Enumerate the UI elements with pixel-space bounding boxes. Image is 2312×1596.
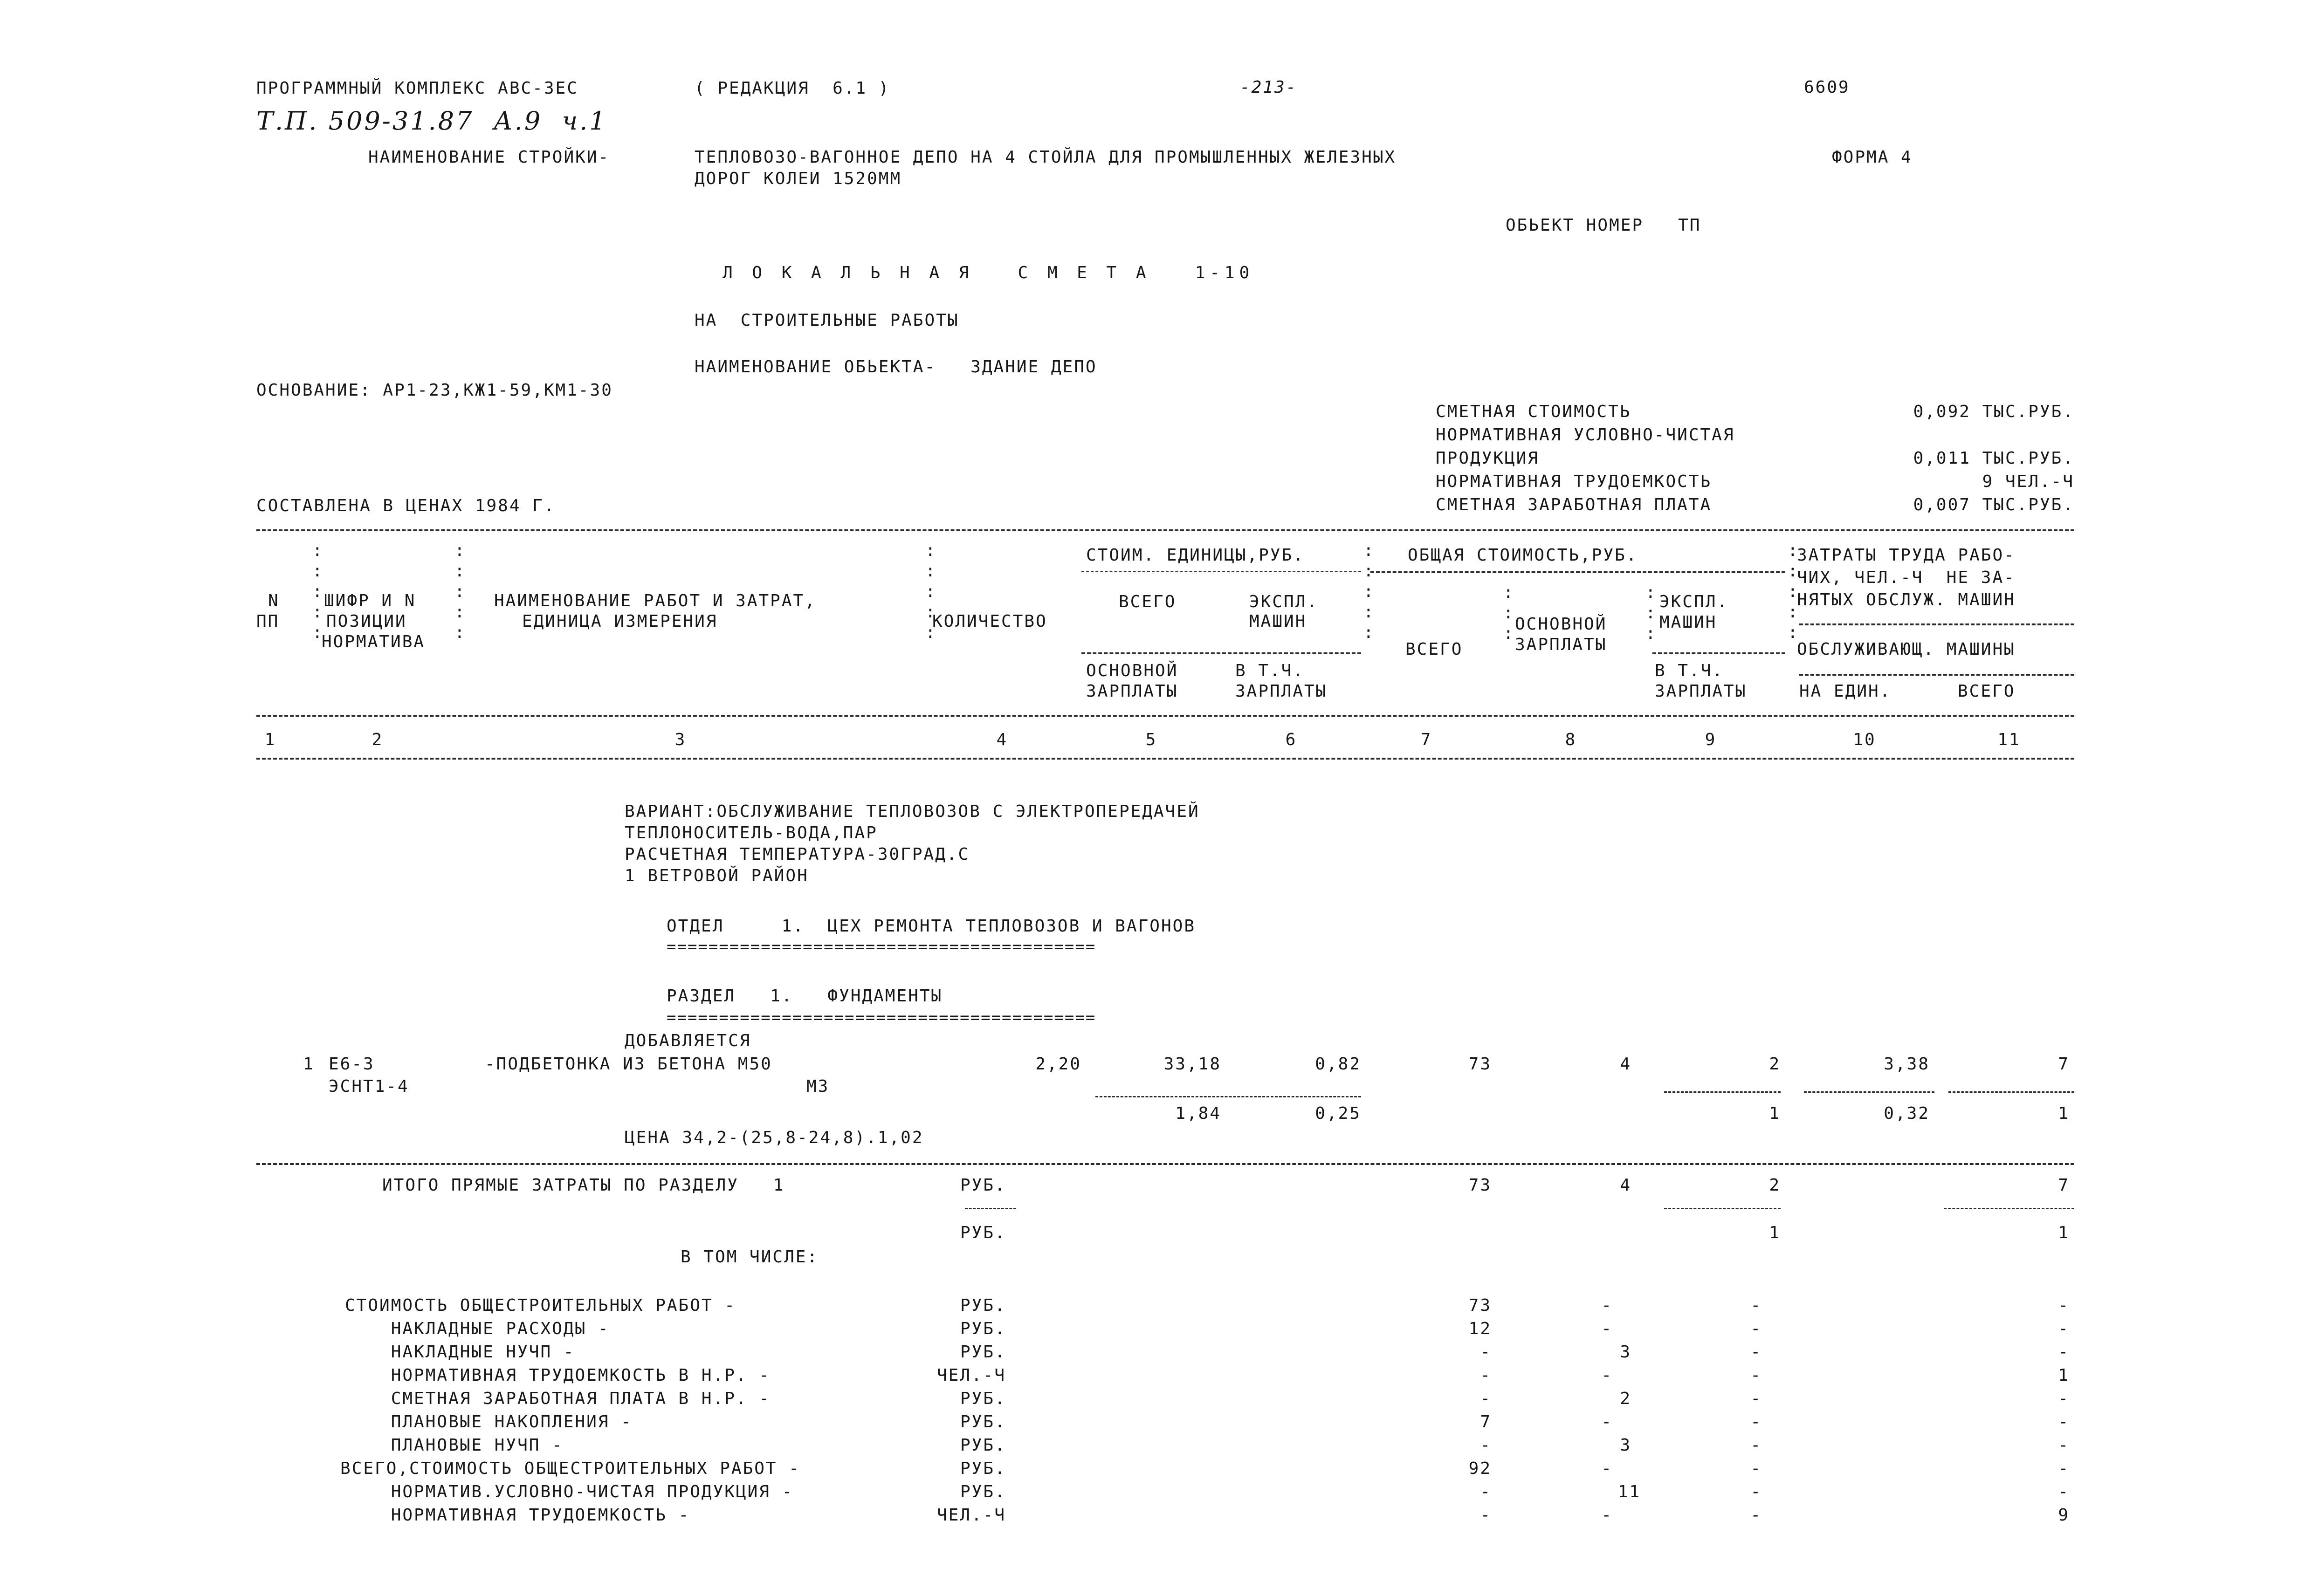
totals-unit: РУБ. — [960, 1176, 1006, 1195]
item-labor-unit: 0,32 — [1884, 1104, 1930, 1123]
column-number: 5 — [1145, 730, 1157, 749]
header-total-incl: ЗАРПЛАТЫ — [1655, 682, 1747, 701]
breakdown-machines: - — [1750, 1389, 1762, 1408]
variant-line: РАСЧЕТНАЯ ТЕМПЕРАТУРА-30ГРАД.С — [625, 845, 970, 864]
header-total-all: ВСЕГО — [1405, 640, 1463, 659]
header-name: ЕДИНИЦА ИЗМЕРЕНИЯ — [522, 612, 718, 631]
item-labor-total: 1 — [2058, 1104, 2070, 1123]
breakdown-label: ПЛАНОВЫЕ НАКОПЛЕНИЯ - — [345, 1412, 633, 1432]
column-number: 1 — [264, 730, 276, 749]
summary-label: СМЕТНАЯ ЗАРАБОТНАЯ ПЛАТА — [1436, 495, 1712, 514]
header-unit-total: ВСЕГО — [1119, 592, 1177, 611]
price-note: ЦЕНА 34,2-(25,8-24,8).1,02 — [625, 1128, 924, 1147]
separator: : : : : : — [1788, 541, 1798, 642]
item-unit-total: 33,18 — [1163, 1055, 1221, 1074]
summary-value: 0,092 ТЫС.РУБ. — [1913, 402, 2074, 421]
header-n: N — [268, 591, 280, 610]
rule — [256, 715, 2074, 717]
breakdown-labor: - — [2058, 1436, 2070, 1455]
rule — [256, 1163, 2074, 1165]
variant-line: 1 ВЕТРОВОЙ РАЙОН — [625, 866, 809, 885]
document-number: 6609 — [1804, 78, 1850, 97]
rule — [1799, 623, 2074, 625]
separator: : : : — [1645, 583, 1656, 643]
breakdown-unit: ЧЕЛ.-Ч — [937, 1366, 1006, 1385]
breakdown-total: - — [1480, 1389, 1492, 1408]
breakdown-basic: 3 — [1620, 1436, 1631, 1455]
breakdown-total: 73 — [1468, 1296, 1492, 1315]
item-unit-incl: 0,25 — [1315, 1104, 1361, 1123]
totals-basic: 4 — [1620, 1176, 1631, 1195]
breakdown-labor: - — [2058, 1482, 2070, 1501]
separator: : : : : : — [312, 541, 323, 642]
breakdown-labor: 9 — [2058, 1506, 2070, 1525]
header-unit-basic: ОСНОВНОЙ — [1086, 661, 1178, 680]
item-labor-total: 7 — [2058, 1055, 2070, 1074]
header-unit-cost: СТОИМ. ЕДИНИЦЫ,РУБ. — [1086, 546, 1305, 565]
page-number: -213- — [1240, 78, 1298, 97]
breakdown-basic: - — [1601, 1319, 1613, 1338]
header-pp: ПП — [256, 612, 280, 631]
summary-value: 0,007 ТЫС.РУБ. — [1913, 495, 2074, 514]
column-number: 9 — [1705, 730, 1717, 749]
department-heading: ОТДЕЛ 1. ЦЕХ РЕМОНТА ТЕПЛОВОЗОВ И ВАГОНОВ — [667, 917, 1196, 936]
breakdown-unit: РУБ. — [960, 1459, 1006, 1478]
breakdown-labor: - — [2058, 1343, 2070, 1362]
header-unit-incl: ЗАРПЛАТЫ — [1235, 682, 1328, 701]
header-code: ШИФР И N — [324, 591, 416, 610]
header-name: НАИМЕНОВАНИЕ РАБОТ И ЗАТРАТ, — [494, 591, 816, 610]
item-total-machines: 2 — [1769, 1055, 1781, 1074]
column-number: 7 — [1420, 730, 1432, 749]
header-labor: НЯТЫХ ОБСЛУЖ. МАШИН — [1797, 590, 2016, 610]
breakdown-machines: - — [1750, 1436, 1762, 1455]
totals-unit: РУБ. — [960, 1223, 1006, 1242]
breakdown-unit: РУБ. — [960, 1343, 1006, 1362]
program-name: ПРОГРАММНЫЙ КОМПЛЕКС АВС-3ЕС — [256, 79, 578, 98]
totals-labor: 7 — [2058, 1176, 2070, 1195]
header-total-machines: МАШИН — [1659, 613, 1717, 632]
item-unit: М3 — [806, 1077, 830, 1096]
breakdown-basic: - — [1601, 1459, 1613, 1478]
handwritten-reference: Т.П. 509-31.87 А.9 ч.1 — [256, 106, 607, 136]
breakdown-total: 92 — [1468, 1459, 1492, 1478]
breakdown-label: СТОИМОСТЬ ОБЩЕСТРОИТЕЛЬНЫХ РАБОТ - — [345, 1296, 736, 1315]
breakdown-unit: РУБ. — [960, 1389, 1006, 1408]
breakdown-labor: 1 — [2058, 1366, 2070, 1385]
item-total-basic: 4 — [1620, 1055, 1631, 1074]
site-label: НАИМЕНОВАНИЕ СТРОЙКИ- — [368, 148, 610, 167]
breakdown-machines: - — [1750, 1459, 1762, 1478]
column-number: 3 — [674, 730, 687, 749]
breakdown-total: - — [1480, 1436, 1492, 1455]
breakdown-unit: РУБ. — [960, 1319, 1006, 1338]
separator: : : : : : — [925, 541, 936, 642]
column-number: 10 — [1853, 730, 1876, 749]
header-total-basic: ОСНОВНОЙ — [1515, 615, 1607, 634]
header-total-machines: ЭКСПЛ. — [1659, 592, 1729, 611]
breakdown-basic: 3 — [1620, 1343, 1631, 1362]
site-name-line-1: ТЕПЛОВОЗО-ВАГОННОЕ ДЕПО НА 4 СТОЙЛА ДЛЯ ПРОМЫШЛЕННЫХ ЖЕЛЕЗНЫХ — [695, 148, 1397, 167]
form-number: ФОРМА 4 — [1832, 148, 1913, 167]
rule — [1799, 674, 2074, 676]
rule — [1944, 1208, 2074, 1209]
price-basis: СОСТАВЛЕНА В ЦЕНАХ 1984 Г. — [256, 496, 556, 515]
totals-machines: 2 — [1769, 1176, 1781, 1195]
summary-value: 9 ЧЕЛ.-Ч — [1982, 472, 2074, 491]
estimate-title: Л О К А Л Ь Н А Я С М Е Т А 1-10 — [722, 263, 1254, 282]
breakdown-machines: - — [1750, 1343, 1762, 1362]
rule — [1664, 1208, 1781, 1209]
object-name: НАИМЕНОВАНИЕ ОБЬЕКТА- ЗДАНИЕ ДЕПО — [695, 357, 1097, 377]
summary-value: 0,011 ТЫС.РУБ. — [1913, 449, 2074, 468]
rule — [1370, 571, 1785, 573]
breakdown-machines: - — [1750, 1482, 1762, 1501]
breakdown-label: СМЕТНАЯ ЗАРАБОТНАЯ ПЛАТА В Н.Р. - — [345, 1389, 771, 1408]
summary-label: ПРОДУКЦИЯ — [1436, 449, 1540, 468]
breakdown-label: ВСЕГО,СТОИМОСТЬ ОБЩЕСТРОИТЕЛЬНЫХ РАБОТ - — [340, 1459, 800, 1478]
breakdown-label: НОРМАТИВНАЯ ТРУДОЕМКОСТЬ В Н.Р. - — [345, 1366, 771, 1385]
item-unit-basic: 1,84 — [1175, 1104, 1221, 1123]
breakdown-total: - — [1480, 1366, 1492, 1385]
separator: : : : : : — [454, 541, 465, 642]
item-added-note: ДОБАВЛЯЕТСЯ — [625, 1031, 751, 1050]
breakdown-unit: РУБ. — [960, 1296, 1006, 1315]
breakdown-total: - — [1480, 1343, 1492, 1362]
rule — [1095, 1096, 1361, 1097]
column-number: 11 — [1997, 730, 2021, 749]
item-code: Е6-3 — [329, 1055, 375, 1074]
breakdown-basic: - — [1601, 1412, 1613, 1432]
breakdown-machines: - — [1750, 1412, 1762, 1432]
totals-labor: 1 — [2058, 1223, 2070, 1242]
rule — [1664, 1091, 1781, 1093]
column-number: 2 — [372, 730, 384, 749]
header-total-basic: ЗАРПЛАТЫ — [1515, 635, 1607, 654]
summary-label: НОРМАТИВНАЯ УСЛОВНО-ЧИСТАЯ — [1436, 425, 1735, 445]
breakdown-label: НАКЛАДНЫЕ РАСХОДЫ - — [345, 1319, 610, 1338]
item-total-incl: 1 — [1769, 1104, 1781, 1123]
breakdown-machines: - — [1750, 1366, 1762, 1385]
breakdown-label: НОРМАТИВНАЯ ТРУДОЕМКОСТЬ - — [345, 1506, 690, 1525]
breakdown-basic: - — [1601, 1366, 1613, 1385]
section-heading: РАЗДЕЛ 1. ФУНДАМЕНТЫ — [667, 986, 943, 1006]
header-unit-machines: ЭКСПЛ. — [1249, 592, 1319, 611]
breakdown-unit: РУБ. — [960, 1412, 1006, 1432]
breakdown-label: НОРМАТИВ.УСЛОВНО-ЧИСТАЯ ПРОДУКЦИЯ - — [345, 1482, 794, 1501]
breakdown-unit: ЧЕЛ.-Ч — [937, 1506, 1006, 1525]
item-name: -ПОДБЕТОНКА ИЗ БЕТОНА М50 — [485, 1055, 772, 1074]
item-number: 1 — [303, 1055, 315, 1074]
object-number: ОБЬЕКТ НОМЕР ТП — [1506, 216, 1701, 235]
summary-label: СМЕТНАЯ СТОИМОСТЬ — [1436, 402, 1631, 421]
column-number: 6 — [1285, 730, 1297, 749]
breakdown-unit: РУБ. — [960, 1436, 1006, 1455]
header-unit-incl: В Т.Ч. — [1235, 661, 1305, 680]
header-total-incl: В Т.Ч. — [1655, 661, 1724, 680]
rule — [256, 529, 2074, 531]
breakdown-basic: - — [1601, 1296, 1613, 1315]
breakdown-total: 12 — [1468, 1319, 1492, 1338]
breakdown-basic: - — [1601, 1506, 1613, 1525]
item-quantity: 2,20 — [1035, 1055, 1081, 1074]
separator: : : : : : — [1363, 541, 1374, 642]
totals-label: ИТОГО ПРЯМЫЕ ЗАТРАТЫ ПО РАЗДЕЛУ 1 — [382, 1176, 785, 1195]
rule — [1081, 571, 1361, 572]
double-underline: ========================================= — [667, 938, 1096, 956]
estimate-subtitle: НА СТРОИТЕЛЬНЫЕ РАБОТЫ — [695, 311, 959, 330]
breakdown-basic: 11 — [1617, 1482, 1641, 1501]
breakdown-labor: - — [2058, 1296, 2070, 1315]
header-total-cost: ОБЩАЯ СТОИМОСТЬ,РУБ. — [1408, 546, 1638, 565]
breakdown-machines: - — [1750, 1319, 1762, 1338]
item-labor-unit: 3,38 — [1884, 1055, 1930, 1074]
rule — [965, 1208, 1016, 1209]
breakdown-label: ПЛАНОВЫЕ НУЧП - — [345, 1436, 564, 1455]
breakdown-labor: - — [2058, 1459, 2070, 1478]
column-number: 4 — [996, 730, 1008, 749]
edition: ( РЕДАКЦИЯ 6.1 ) — [695, 79, 890, 98]
header-labor-total: ВСЕГО — [1958, 682, 2016, 701]
separator: : : : — [1503, 583, 1514, 643]
totals-incl: 1 — [1769, 1223, 1781, 1242]
column-number: 8 — [1565, 730, 1577, 749]
breakdown-total: 7 — [1480, 1412, 1492, 1432]
header-labor: ЧИХ, ЧЕЛ.-Ч НЕ ЗА- — [1797, 568, 2016, 587]
header-unit-machines: МАШИН — [1249, 612, 1307, 631]
item-total: 73 — [1468, 1055, 1492, 1074]
breakdown-label: НАКЛАДНЫЕ НУЧП - — [345, 1343, 575, 1362]
breakdown-labor: - — [2058, 1319, 2070, 1338]
variant-line: ТЕПЛОНОСИТЕЛЬ-ВОДА,ПАР — [625, 823, 878, 843]
breakdown-total: - — [1480, 1482, 1492, 1501]
breakdown-labor: - — [2058, 1389, 2070, 1408]
header-quantity: КОЛИЧЕСТВО — [932, 612, 1047, 631]
breakdown-basic: 2 — [1620, 1389, 1631, 1408]
header-code: НОРМАТИВА — [322, 632, 426, 651]
header-labor: ЗАТРАТЫ ТРУДА РАБО- — [1797, 546, 2016, 565]
rule — [1804, 1091, 1934, 1093]
summary-label: НОРМАТИВНАЯ ТРУДОЕМКОСТЬ — [1436, 472, 1712, 491]
double-underline: ========================================= — [667, 1008, 1096, 1027]
breakdown-labor: - — [2058, 1412, 2070, 1432]
site-name-line-2: ДОРОГ КОЛЕИ 1520ММ — [695, 169, 902, 188]
breakdown-machines: - — [1750, 1506, 1762, 1525]
header-code: ПОЗИЦИИ — [326, 612, 407, 631]
header-labor: ОБСЛУЖИВАЮЩ. МАШИНЫ — [1797, 640, 2016, 659]
rule — [1081, 652, 1361, 654]
item-unit-machines: 0,82 — [1315, 1055, 1361, 1074]
rule — [1948, 1091, 2074, 1093]
header-per-unit: НА ЕДИН. — [1799, 682, 1892, 701]
totals-total: 73 — [1468, 1176, 1492, 1195]
item-code: ЭСНТ1-4 — [329, 1077, 409, 1096]
breakdown-unit: РУБ. — [960, 1482, 1006, 1501]
header-unit-basic: ЗАРПЛАТЫ — [1086, 682, 1178, 701]
rule — [1652, 652, 1785, 654]
breakdown-machines: - — [1750, 1296, 1762, 1315]
including-heading: В ТОМ ЧИСЛЕ: — [681, 1247, 819, 1267]
rule — [256, 758, 2074, 760]
variant-line: ВАРИАНТ:ОБСЛУЖИВАНИЕ ТЕПЛОВОЗОВ С ЭЛЕКТРОПЕРЕДАЧЕЙ — [625, 802, 1200, 821]
breakdown-total: - — [1480, 1506, 1492, 1525]
basis: ОСНОВАНИЕ: АР1-23,КЖ1-59,КМ1-30 — [256, 381, 613, 400]
